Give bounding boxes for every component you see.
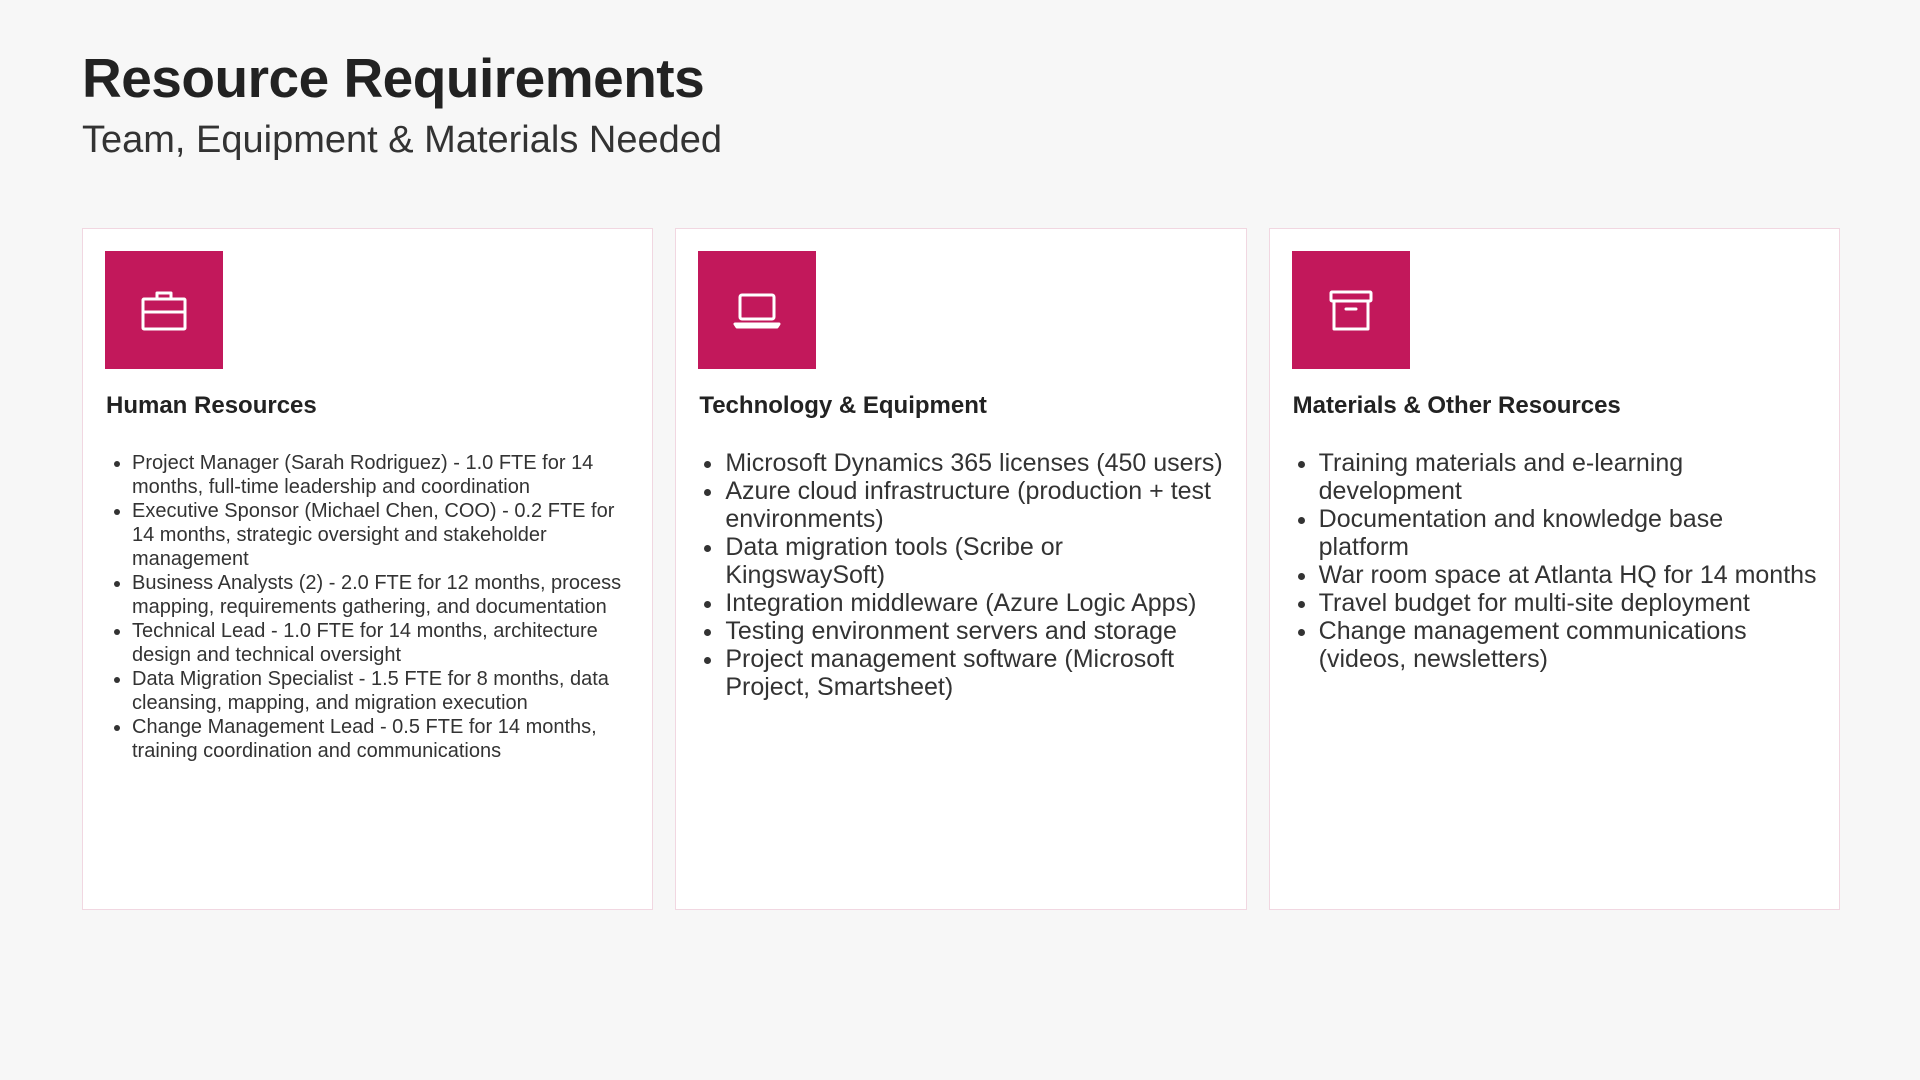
briefcase-icon: [138, 284, 190, 336]
list-item: • Integration middleware (Azure Logic Apps): [725, 589, 1223, 617]
materials-icon-tile: [1292, 251, 1410, 369]
page-subtitle: Team, Equipment & Materials Needed: [82, 119, 722, 161]
materials-other-resources-card: [1269, 228, 1840, 910]
technology-equipment-list: [698, 449, 1223, 701]
list-item: • Testing environment servers and storage: [725, 617, 1223, 645]
card-title: Technology & Equipment: [699, 392, 987, 419]
list-item: • Training materials and e-learning development: [1319, 449, 1817, 505]
resource-cards: [82, 228, 1840, 910]
list-item: • Technical Lead - 1.0 FTE for 14 months, architecture design and technical oversight: [132, 619, 630, 667]
list-item: • War room space at Atlanta HQ for 14 months: [1319, 561, 1817, 589]
human-resources-list: [105, 451, 630, 763]
card-title: Human Resources: [106, 392, 317, 419]
list-item: • Data Migration Specialist - 1.5 FTE for 8 months, data cleansing, mapping, and migration execution: [132, 667, 630, 715]
materials-other-resources-list: [1292, 449, 1817, 673]
page-title: Resource Requirements: [82, 47, 705, 109]
list-item: • Data migration tools (Scribe or KingswaySoft): [725, 533, 1223, 589]
list-item: • Microsoft Dynamics 365 licenses (450 users): [725, 449, 1223, 477]
list-item: • Change management communications (videos, newsletters): [1319, 617, 1817, 673]
laptop-icon: [731, 284, 783, 336]
list-item: • Project Manager (Sarah Rodriguez) - 1.0 FTE for 14 months, full-time leadership and coordination: [132, 451, 630, 499]
human-resources-card: [82, 228, 653, 910]
archive-box-icon: [1325, 284, 1377, 336]
list-item: • Executive Sponsor (Michael Chen, COO) - 0.2 FTE for 14 months, strategic oversight and stakeholder management: [132, 499, 630, 571]
list-item: • Project management software (Microsoft Project, Smartsheet): [725, 645, 1223, 701]
card-title: Materials & Other Resources: [1292, 392, 1621, 419]
list-item: • Change Management Lead - 0.5 FTE for 14 months, training coordination and communications: [132, 715, 630, 763]
technology-icon-tile: [698, 251, 816, 369]
list-item: • Travel budget for multi-site deployment: [1319, 589, 1817, 617]
technology-equipment-card: [675, 228, 1246, 910]
list-item: • Azure cloud infrastructure (production + test environments): [725, 477, 1223, 533]
human-resources-icon-tile: [105, 251, 223, 369]
list-item: • Documentation and knowledge base platform: [1319, 505, 1817, 561]
list-item: • Business Analysts (2) - 2.0 FTE for 12 months, process mapping, requirements gathering, and documentation: [132, 571, 630, 619]
